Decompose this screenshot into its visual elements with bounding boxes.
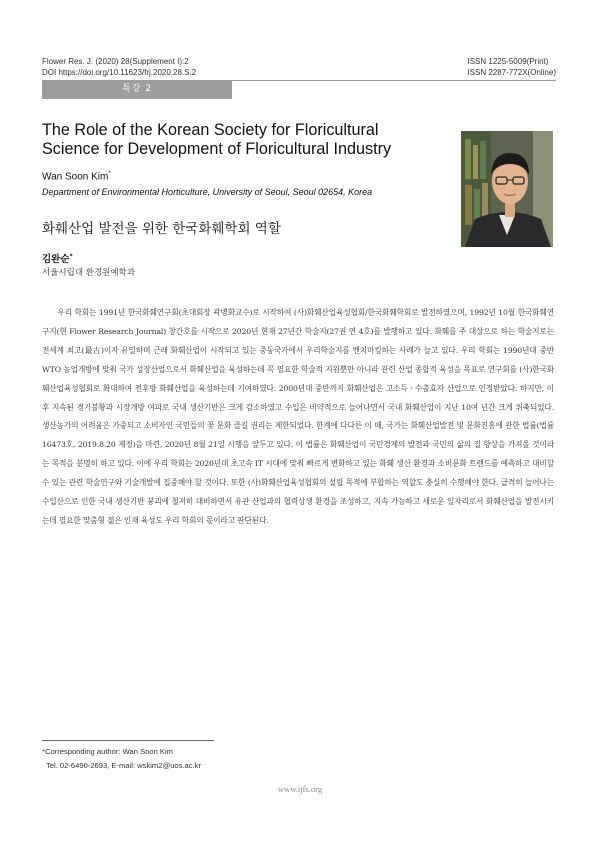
journal-line: Flower Res. J. (2020) 28(Supplement I):2 <box>42 57 189 66</box>
footnote-contact: Tel. 02-6490-2693, E-mail: wskim2@uos.ac.kr <box>46 761 202 770</box>
footnote <box>42 745 201 773</box>
doi-line: DOI https://doi.org/10.11623/frj.2020.28.S.2 <box>42 68 197 77</box>
korean-author <box>42 251 73 265</box>
section-badge: 특강 2 <box>42 80 232 99</box>
korean-author-mark: * <box>69 252 73 260</box>
korean-title: 화훼산업 발전을 위한 한국화훼학회 역할 <box>42 221 281 237</box>
english-author-name: Wan Soon Kim <box>42 171 109 183</box>
footnote-rule <box>42 740 214 741</box>
english-affiliation: Department of Environmental Horticulture, University of Seoul, Seoul 02654, Korea <box>42 187 373 197</box>
issn-online: ISSN 2287-772X(Online) <box>467 68 556 77</box>
issn-print: ISSN 1225-5009(Print) <box>467 57 549 66</box>
footer-url: www.ijfs.org <box>277 784 323 794</box>
english-title <box>42 121 442 159</box>
english-author <box>42 171 111 182</box>
abstract-body: 우리 학회는 1991년 한국화훼연구회(초대회장 곽병화교수)로 시작하여 (사)화훼산업육성협회/한국화훼학회로 발전하였으며, 1992년 10월 한국화훼연구지(현 Flower Research Journal) 창간호를 시작으로 2020년 현재 27년간 학술지(27권 연 4호)를 발행하고 있다. 화훼를 주 대상으로 하는 학술지로는 전세계 최고(最古)이자 유일하며 근래 화훼산업이 시작되고 있는 중동국가에서 우리학술지를 벤치마킹하는 사례가 늘고 있다. 우리 학회는 1990년대 중반 WTO 농업개방에 맞춰 국가 성장산업으로서 화훼산업을 육성하는데 꼭 필요한 학술적 지원뿐만 아니라 관련 산업 종합적 육성을 목표로 연구회를 (사)한국화훼산업육성협회로 확대하여 전후방 화훼산업을 육성하는데 기여하였다. 2000년대 중반까지 화훼산업은 고소득ㆍ수출효자 산업으로 인정받았다. 하지만, 이후 지속된 경기불황과 시장개방 여파로 국내 생산기반은 크게 감소하였고 수입은 비약적으로 늘어나면서 국내 화훼산업이 지난 10여 년간 크게 위축되었다. 생산농가의 어려움은 가중되고 소비자인 국민들의 꽃 문화 즐길 권리는 제한되었다. 한계에 다다른 이 때, 국가는 화훼산업발전 및 문화진흥에 관한 법률(법률 16473호, 2019.8.20 제정)을 마련, 2020년 8월 21일 시행을 앞두고 있다. 이 법률은 화훼산업이 국민경제의 발전과 국민의 삶의 질 향상을 가져올 것이라는 목적을 분명히 하고 있다. 이에 우리 학회는 2020년대 초고속 IT 시대에 맞춰 빠르게 변화하고 있는 화훼 생산 환경과 소비문화 트렌드를 예측하고 대비할 수 있는 관련 학술연구와 기술개발에 집중해야 할 것이다. 또한 (사)화훼산업육성협회의 설립 목적에 부합하는 역할도 충실히 수행해야 한다. 급격히 늘어나는 수입산으로 인한 국내 생산기반 붕괴에 철저히 대비하면서 유관 산업과의 협력상생 환경을 조성하고, 지속 가능하고 새로운 일자리로서 화훼산업을 발전시키는데 필요한 맞춤형 젊은 인재 육성도 우리 학회의 몫이라고 판단된다. <box>42 308 554 525</box>
author-photo <box>461 131 553 247</box>
footnote-corresponding: *Corresponding author: Wan Soon Kim <box>42 747 173 756</box>
issn-block <box>468 56 557 78</box>
korean-affiliation: 서울시립대 환경원예학과 <box>42 268 136 278</box>
english-title-line-1: The Role of the Korean Society for Floricultural <box>42 121 379 139</box>
english-title-line-2: Science for Development of Floricultural Industry <box>42 140 392 158</box>
korean-author-name: 김완순 <box>42 254 70 265</box>
author-mark: * <box>108 171 111 177</box>
journal-citation <box>42 56 196 78</box>
author-portrait-image <box>461 131 553 247</box>
